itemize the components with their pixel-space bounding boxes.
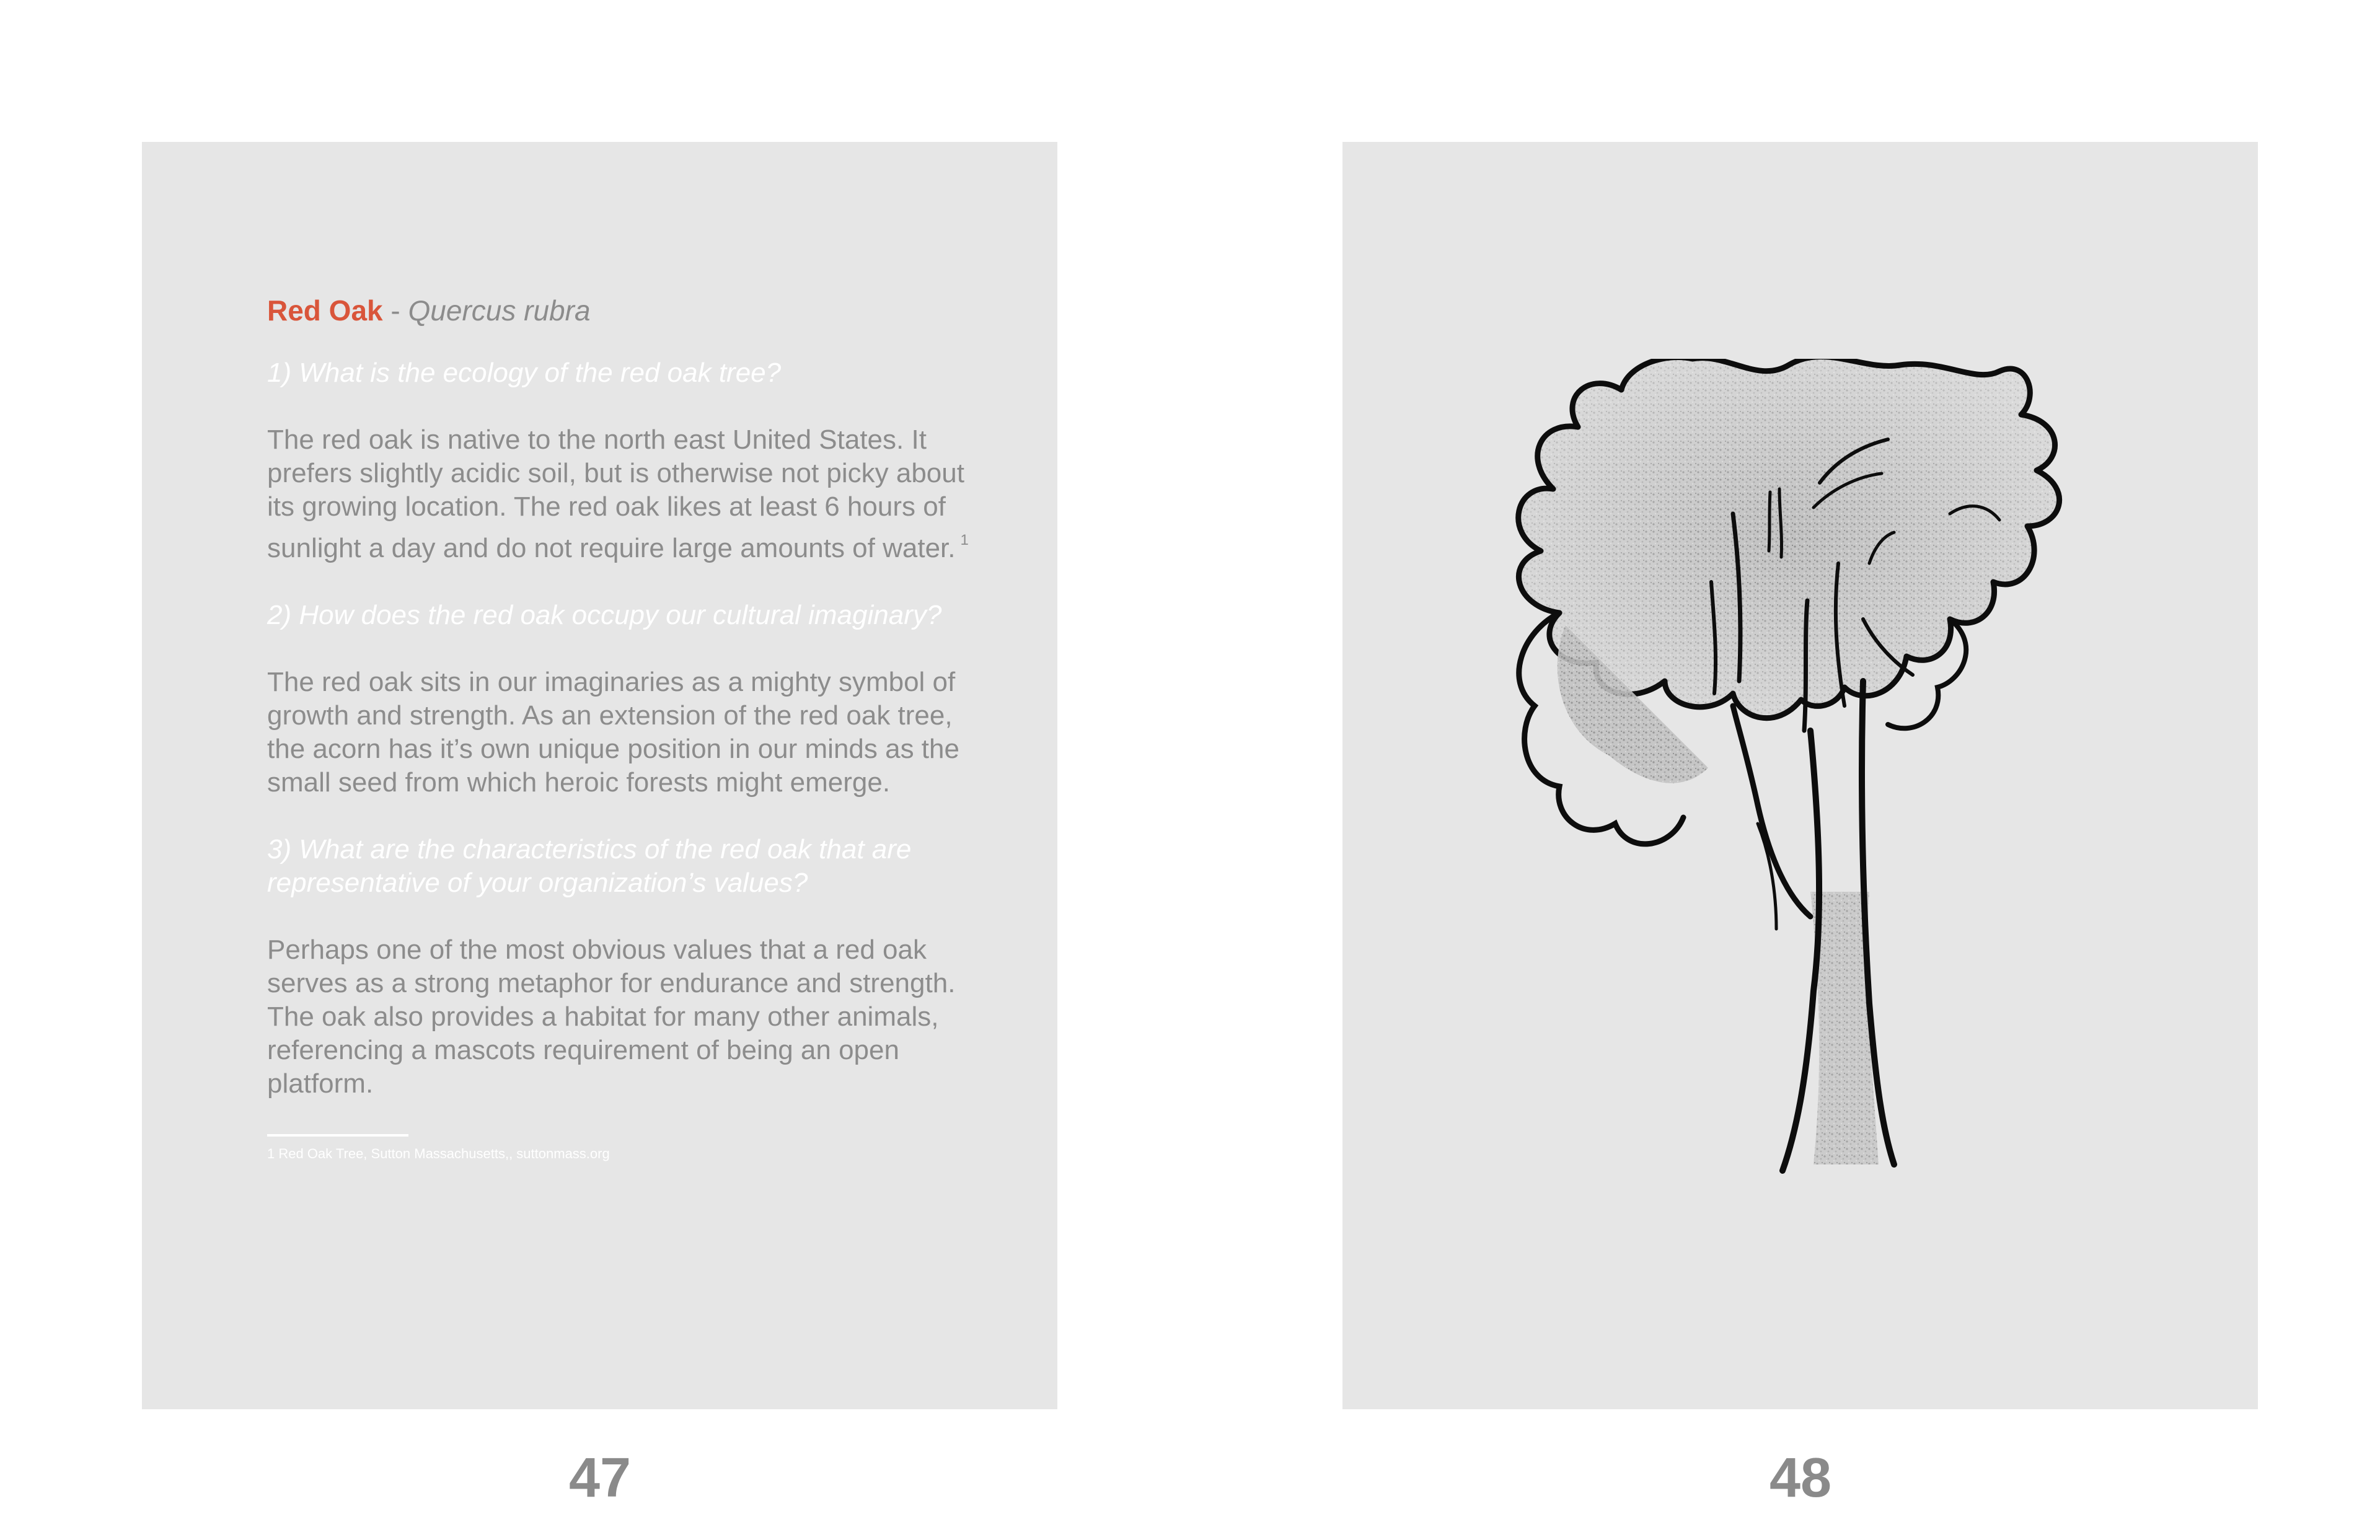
question-3: 3) What are the characteristics of the red oak that are representative of your organization’s values? bbox=[267, 834, 912, 898]
answer-2: The red oak sits in our imaginaries as a mighty symbol of growth and strength. As an extension of the red oak tree, the acorn has it’s own unique position in our minds as the small seed from which heroic forests might emerge. bbox=[267, 667, 959, 798]
title-separator: - bbox=[382, 294, 408, 327]
red-oak-tree-illustration bbox=[1466, 359, 2148, 1350]
latin-name: Quercus rubra bbox=[408, 294, 591, 327]
page-number-left: 47 bbox=[568, 1447, 632, 1509]
footnote-divider bbox=[267, 1134, 408, 1137]
answer-1-text: The red oak is native to the north east United States. It prefers slightly acidic soil, but is otherwise not picky about its growing location. The red oak likes at least 6 hours of sunlight a day and do not require large amounts of water. bbox=[267, 425, 964, 563]
answer-1 bbox=[267, 423, 986, 565]
page-number-right: 48 bbox=[1769, 1447, 1832, 1509]
answer-3: Perhaps one of the most obvious values that a red oak serves as a strong metaphor for endurance and strength. The oak also provides a habitat for many other animals, referencing a mascots requirement of being an open platform. bbox=[267, 935, 956, 1099]
question-2: 2) How does the red oak occupy our cultural imaginary? bbox=[267, 600, 942, 630]
question-1: 1) What is the ecology of the red oak tree? bbox=[267, 358, 782, 388]
common-name: Red Oak bbox=[267, 294, 383, 327]
left-page-text bbox=[267, 291, 986, 1163]
page-title bbox=[267, 291, 986, 330]
left-page bbox=[142, 142, 1057, 1409]
right-page bbox=[1342, 142, 2258, 1409]
footnote-marker: 1 bbox=[960, 532, 969, 548]
footnote: 1 Red Oak Tree, Sutton Massachusetts,, suttonmass.org bbox=[267, 1146, 610, 1161]
